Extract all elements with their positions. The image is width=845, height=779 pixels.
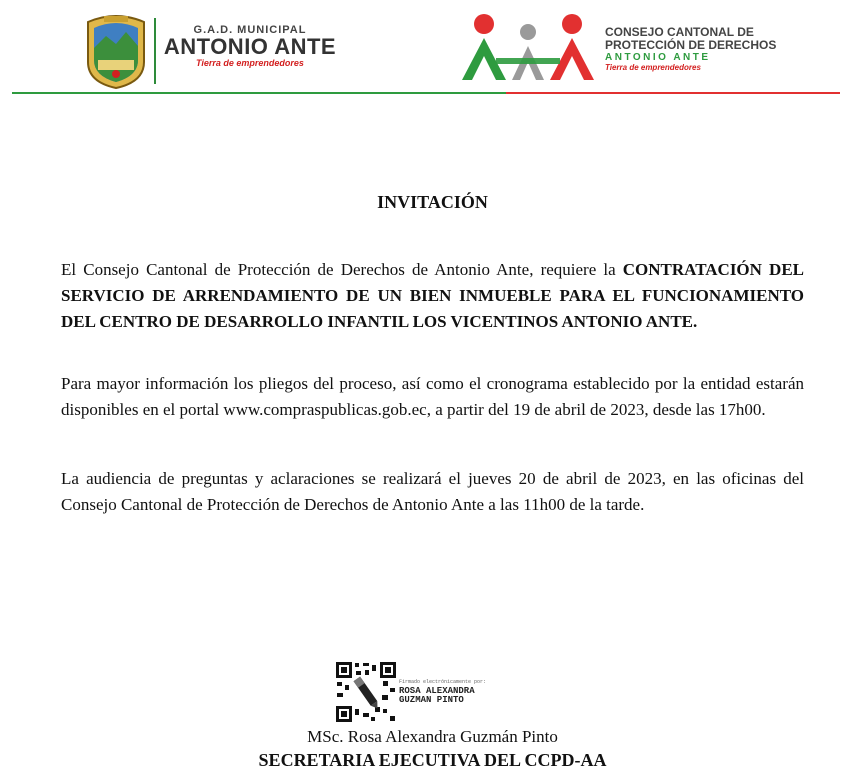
paragraph-request-intro: El Consejo Cantonal de Protección de Derechos de Antonio Ante, requiere la xyxy=(61,260,623,279)
paragraph-request xyxy=(61,257,804,335)
header-rule-green xyxy=(12,92,506,94)
ccpd-line1: CONSEJO CANTONAL DE xyxy=(605,25,754,39)
paragraph-information: Para mayor información los pliegos del proceso, así como el cronograma establecido por la entidad estarán disponibles en el portal www.compraspublicas.gob.ec, a partir del 19 de abril de 2023, desde las 17h00. xyxy=(61,374,804,419)
municipal-tagline: Tierra de emprendedores xyxy=(196,58,304,68)
ccpd-people-logo-icon xyxy=(456,12,600,82)
paragraph-request-bold: CONTRATACIÓN DEL SERVICIO DE ARRENDAMIENTO DE UN BIEN INMUEBLE PARA EL FUNCIONAMIENTO DEL CENTRO DE DESARROLLO INFANTIL LOS VICENTINOS ANTONIO ANTE. xyxy=(61,260,805,331)
ccpd-line3: ANTONIO ANTE xyxy=(605,52,711,63)
ccpd-line2: PROTECCIÓN DE DERECHOS xyxy=(605,38,777,52)
signature-caption: Firmado electrónicamente por: xyxy=(399,679,487,685)
signature-name xyxy=(399,687,475,705)
municipal-label: G.A.D. MUNICIPAL xyxy=(193,24,307,36)
letterhead xyxy=(0,0,845,100)
municipal-name: ANTONIO ANTE xyxy=(163,34,337,59)
paragraph-hearing: La audiencia de preguntas y aclaraciones se realizará el jueves 20 de abril de 2023, en las oficinas del Consejo Cantonal de Protección de Derechos de Antonio Ante a las 11h00 de la tarde. xyxy=(61,469,804,514)
signer-name: MSc. Rosa Alexandra Guzmán Pinto xyxy=(307,727,558,746)
municipal-coat-of-arms-icon xyxy=(80,12,152,90)
qr-code-icon xyxy=(335,661,397,723)
logo-divider xyxy=(154,18,156,84)
ccpd-tagline: Tierra de emprendedores xyxy=(605,63,701,72)
signer-role: SECRETARIA EJECUTIVA DEL CCPD-AA xyxy=(258,750,607,770)
electronic-signature xyxy=(335,661,515,723)
signature-name-line1: ROSA ALEXANDRA xyxy=(399,686,475,696)
header-rule-red xyxy=(506,92,840,94)
signature-name-line2: GUZMAN PINTO xyxy=(399,695,464,705)
ccpd-logo-text xyxy=(605,26,835,72)
document-title: INVITACIÓN xyxy=(377,192,488,212)
municipal-logo-text xyxy=(160,24,340,68)
